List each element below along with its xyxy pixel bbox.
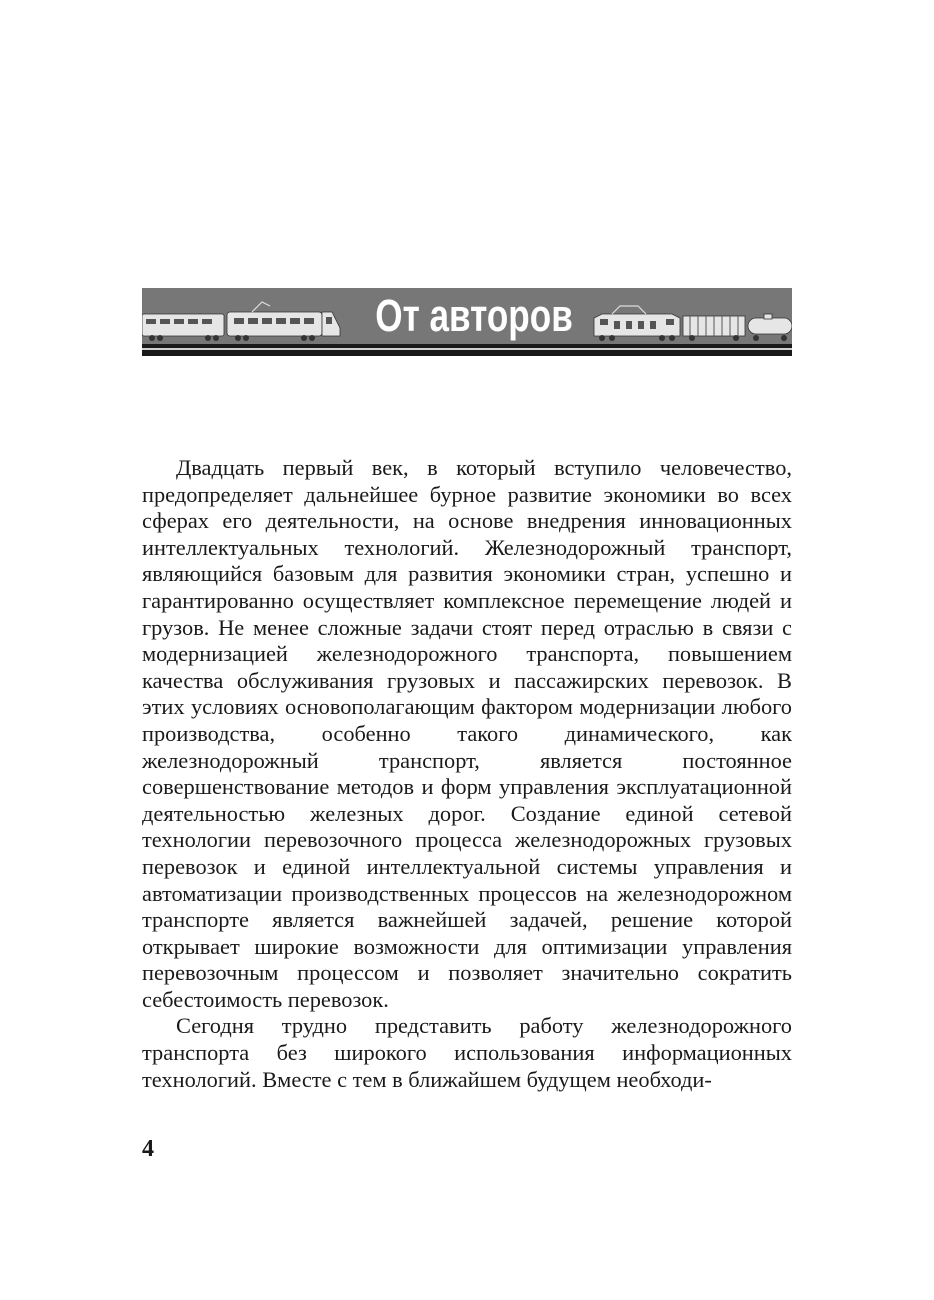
chapter-header-banner [142,288,792,360]
chapter-title: От авторов [375,290,573,341]
rail-top [142,344,792,348]
body-text [142,455,792,1093]
page-number: 4 [142,1136,154,1162]
rail-sleepers [142,348,792,350]
rail-bottom [142,350,792,356]
paragraph-2: Сегодня трудно представить работу железнодорожного транспорта без широкого использования информационных технологий. Вместе с тем в ближайшем будущем необходи- [142,1013,792,1092]
paragraph-1: Двадцать первый век, в который вступило человечество, предопределяет дальнейшее бурное развитие экономики во всех сферах его деятельности, на основе внедрения инновационных интеллектуальных технологий. Железнодорожный транспорт, являющийся базовым для развития экономики стран, успешно и гарантированно осуществляет комплексное перемещение людей и грузов. Не менее сложные задачи стоят перед отраслью в связи с модернизацией железнодорожного транспорта, повышением качества обслуживания грузовых и пассажирских перевозок. В этих условиях основополагающим фактором модернизации любого производства, особенно такого динамического, как железнодорожный транспорт, является постоянное совершенствование методов и форм управления эксплуатационной деятельностью железных дорог. Создание единой сетевой технологии перевозочного процесса железнодорожных грузовых перевозок и единой интеллектуальной системы управления и автоматизации производственных процессов на железнодорожном транспорте является важнейшей задачей, решение которой открывает широкие возможности для оптимизации управления перевозочным процессом и позволяет значительно сократить себестоимость перевозок. [142,455,792,1012]
